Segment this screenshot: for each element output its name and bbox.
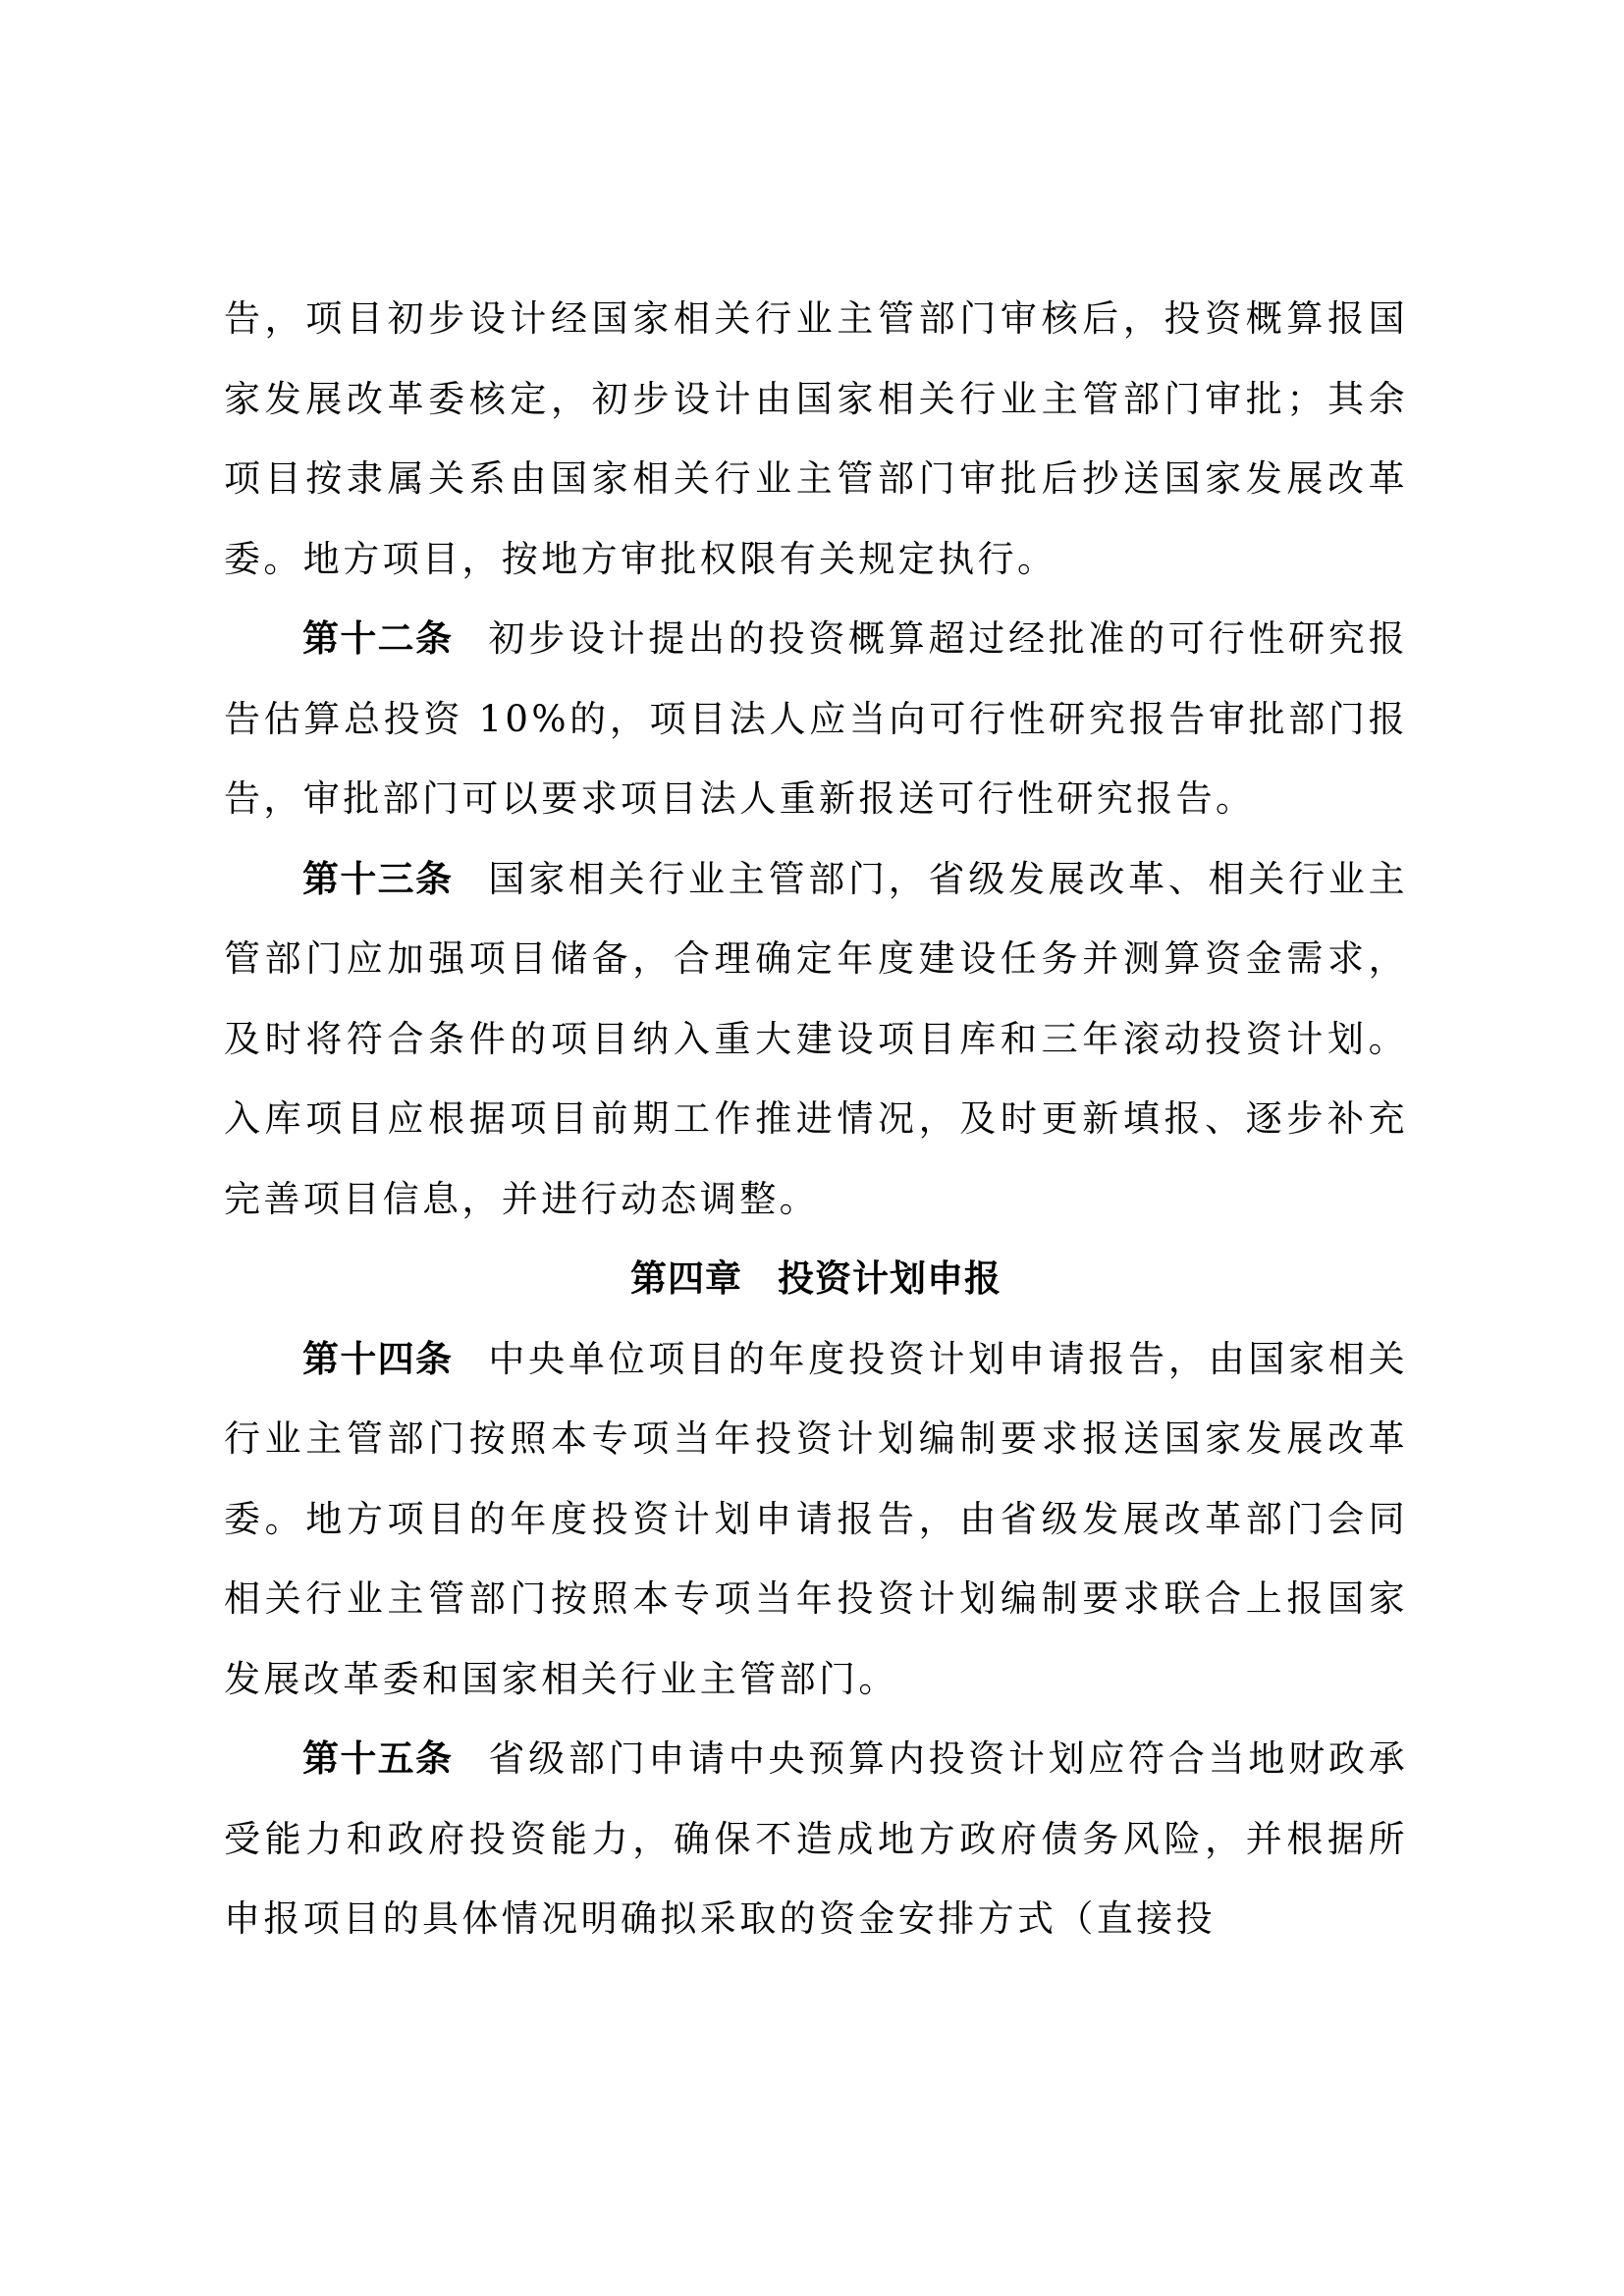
chapter-number: 第四章 — [630, 1257, 742, 1300]
article-15 — [224, 1719, 1408, 1959]
article-text: 省级部门申请中央预算内投资计划应符合当地财政承受能力和政府投资能力，确保不造成地方政府债务风险，并根据所申报项目的具体情况明确拟采取的资金安排方式（直接投 — [224, 1737, 1409, 1940]
chapter-heading — [224, 1239, 1408, 1319]
article-13 — [224, 839, 1408, 1240]
article-text: 中央单位项目的年度投资计划申请报告，由国家相关行业主管部门按照本专项当年投资计划编制要求报送国家发展改革委。地方项目的年度投资计划申请报告，由省级发展改革部门会同相关行业主管部门按照本专项当年投资计划编制要求联合上报国家发展改革委和国家相关行业主管部门。 — [224, 1337, 1409, 1700]
paragraph-continuation — [224, 279, 1408, 599]
document-page — [224, 279, 1408, 1959]
chapter-title: 投资计划申报 — [778, 1257, 1001, 1300]
article-14 — [224, 1319, 1408, 1720]
article-label: 第十四条 — [302, 1337, 454, 1380]
article-label: 第十二条 — [302, 617, 454, 660]
article-label: 第十五条 — [302, 1737, 454, 1780]
paragraph-text: 告，项目初步设计经国家相关行业主管部门审核后，投资概算报国家发展改革委核定，初步设计由国家相关行业主管部门审批；其余项目按隶属关系由国家相关行业主管部门审批后抄送国家发展改革委。地方项目，按地方审批权限有关规定执行。 — [224, 297, 1408, 580]
article-text: 初步设计提出的投资概算超过经批准的可行性研究报告估算总投资 10%的，项目法人应当向可行性研究报告审批部门报告，审批部门可以要求项目法人重新报送可行性研究报告。 — [224, 617, 1409, 820]
article-label: 第十三条 — [302, 857, 454, 900]
article-text: 国家相关行业主管部门，省级发展改革、相关行业主管部门应加强项目储备，合理确定年度建设任务并测算资金需求，及时将符合条件的项目纳入重大建设项目库和三年滚动投资计划。入库项目应根据项目前期工作推进情况，及时更新填报、逐步补充完善项目信息，并进行动态调整。 — [224, 857, 1409, 1220]
article-12 — [224, 599, 1408, 839]
